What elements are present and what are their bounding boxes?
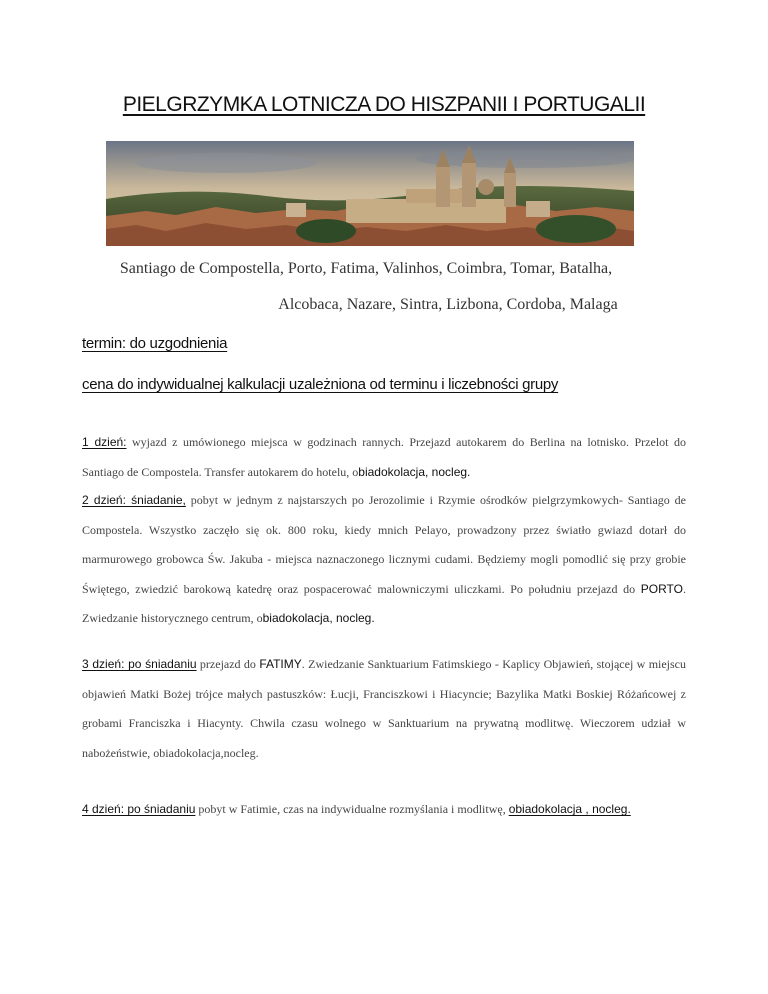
day-3-label: 3 dzień: po śniadaniu (82, 657, 197, 671)
day-1-text: wyjazd z umówionego miejsca w godzinach rannych. Przejazd autokarem do Berlina na lotnisko. Przelot do Santiago de Compostela. Transfer autokarem do hotelu, o (82, 435, 686, 479)
cathedral-photo (106, 141, 634, 246)
price-heading: cena do indywidualnej kalkulacji uzależniona od terminu i liczebności grupy (82, 376, 559, 393)
day-1-label: 1 dzień: (82, 435, 127, 449)
day-4-meals: obiadokolacja , nocleg. (508, 802, 631, 816)
day-4-label: 4 dzień: po śniadaniu (82, 802, 196, 816)
day-4-paragraph (82, 795, 686, 825)
day-3-paragraph (82, 650, 686, 768)
day-3-text: przejazd do (196, 657, 260, 671)
day-3-place: FATIMY (259, 657, 302, 671)
day-4-text: pobyt w Fatimie, czas na indywidualne rozmyślania i modlitwę, (195, 802, 509, 816)
day-2-text-2: . Zwiedzanie historycznego centrum, o (82, 581, 686, 625)
day-2-label: 2 dzień: śniadanie, (82, 493, 186, 507)
term-heading: termin: do uzgodnienia (82, 335, 228, 352)
day-2-place: PORTO (640, 581, 683, 596)
page-title: PIELGRZYMKA LOTNICZA DO HISZPANII I PORTUGALII (122, 93, 646, 116)
day-2-meals: biadokolacja, nocleg. (262, 611, 375, 625)
day-2-text: pobyt w jednym z najstarszych po Jerozolimie i Rzymie ośrodków pielgrzymkowych- Santiago de Compostela. Wszystko zaczęło się ok. 800 roku, kiedy mnich Pelayo, prowadzony przez światło gwiazd dotarł do marmurowego grobowca Św. Jakuba - miejsca naznaczonego licznymi cudami. Będziemy mogli pomodlić się przy grobie Świętego, zwiedzić barokową katedrę oraz pospacerować malowniczymi uliczkami. Po południu przejazd do (82, 493, 686, 596)
day-3-text-2: . Zwiedzanie Sanktuarium Fatimskiego - Kaplicy Objawień, stojącej w miejscu objawień Matki Bożej trójce małych pastuszków: Łucji, Franciszkowi i Hiacyncie; Bazylika Matki Boskiej Różańcowej z grobami Franciszka i Hiacynty. Chwila czasu wolnego w Sanktuarium na prywatną modlitwę. Wieczorem udział w nabożeństwie, obiadokolacja,nocleg. (82, 657, 687, 760)
destinations-line-1: Santiago de Compostella, Porto, Fatima, Valinhos, Coimbra, Tomar, Batalha, (119, 260, 613, 277)
day-1-paragraph (82, 428, 686, 487)
destinations-line-2: Alcobaca, Nazare, Sintra, Lizbona, Cordoba, Malaga (278, 296, 618, 313)
day-1-meals: biadokolacja, nocleg. (358, 464, 471, 479)
day-2-paragraph (82, 486, 686, 634)
